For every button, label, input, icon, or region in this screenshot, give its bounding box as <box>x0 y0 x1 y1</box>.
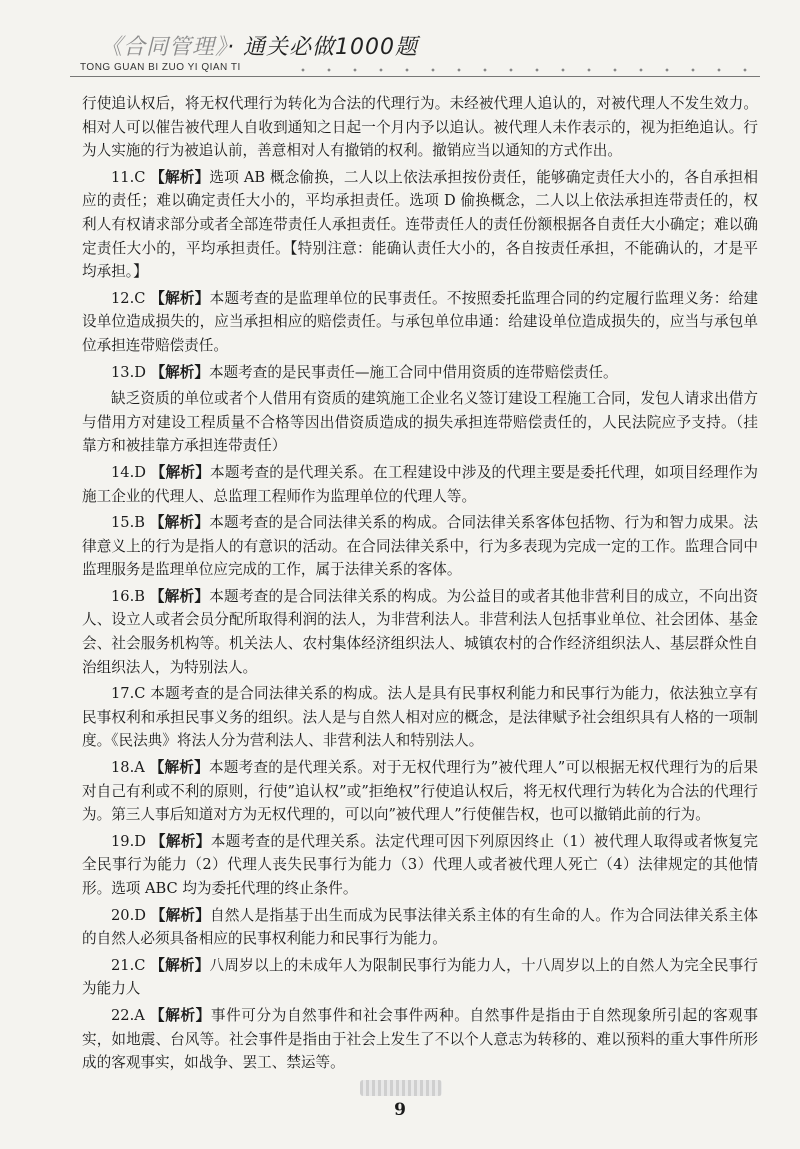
answer-number: 16.B <box>111 587 150 605</box>
analysis-tag: 【解析】 <box>149 514 210 532</box>
answer-item <box>82 756 758 827</box>
paragraph-text: 行使追认权后，将无权代理行为转化为合法的代理行为。未经被代理人追认的，对被代理人不发生效力。相对人可以催告被代理人自收到通知之日起一个月内予以追认。被代理人未作表示的，视为拒绝追认。行为人实施的行为被追认前，善意相对人有撤销的权利。撤销应当以通知的方式作出。 <box>82 95 758 160</box>
answer-text: 选项 AB 概念偷换，二人以上依法承担按份责任，能够确定责任大小的，各自承担相应的责任；难以确定责任大小的，平均承担责任。选项 D 偷换概念，二人以上依法承担连带责任的，权利人有权请求部分或者全部连带责任人承担责任。连带责任人的责任份额根据各自责任大小确定；难以确定责任大小的，平均承担责任。【特别注意：能确认责任大小的，各自按责任承担，不能确认的，才是平均承担。】 <box>82 168 758 281</box>
answer-text: 本题考查的是代理关系。对于无权代理行为”被代理人”可以根据无权代理行为的后果对自己有利或不利的原则，行使”追认权”或”拒绝权”行使追认权后，将无权代理行为转化为合法的代理行为。第三人事后知道对方为无权代理的，可以向”被代理人”行使催告权，也可以撤销此前的行为。 <box>82 759 758 824</box>
answer-number: 11.C <box>111 168 151 186</box>
answer-text: 本题考查的是合同法律关系的构成。法人是具有民事权利能力和民事行为能力，依法独立享有民事权利和承担民事义务的组织。法人是与自然人相对应的概念，是法律赋予社会组织具有人格的一项制度。《民法典》将法人分为营利法人、非营利法人和特别法人。 <box>82 685 758 750</box>
answer-item <box>82 166 758 284</box>
answer-text: 本题考查的是合同法律关系的构成。为公益目的或者其他非营利目的成立，不向出资人、设立人或者会员分配所取得利润的法人，为非营利法人。非营利法人包括事业单位、社会团体、基金会、社会服务机构等。机关法人、农村集体经济组织法人、城镇农村的合作经济组织法人、基层群众性自治组织法人，为特别法人。 <box>82 587 758 676</box>
answer-item <box>82 954 758 1001</box>
page-footer <box>0 1070 800 1130</box>
answer-item <box>82 585 758 679</box>
answer-number: 21.C <box>111 956 151 974</box>
answer-item-continuation <box>82 387 758 458</box>
analysis-tag: 【解析】 <box>150 289 210 307</box>
analysis-tag: 【解析】 <box>150 1006 211 1024</box>
answer-text: 事件可分为自然事件和社会事件两种。自然事件是指由于自然现象所引起的客观事实，如地震、台风等。社会事件是指由于社会上发生了不以个人意志为转移的、难以预料的重大事件所形成的客观事实，如战争、罢工、禁运等。 <box>82 1006 758 1072</box>
book-subtitle: TONG GUAN BI ZUO YI QIAN TI <box>80 62 241 73</box>
answer-item <box>82 361 758 385</box>
answer-item <box>82 682 758 753</box>
answer-item <box>82 904 758 951</box>
answer-explanations <box>82 92 758 1075</box>
answer-number: 15.B <box>111 514 150 532</box>
header-decoration <box>290 66 750 74</box>
book-title-main: · 通关必做1000题 <box>227 35 418 60</box>
analysis-tag: 【解析】 <box>150 168 210 186</box>
answer-number: 17.C <box>111 685 151 703</box>
answer-text: 缺乏资质的单位或者个人借用有资质的建筑施工企业名义签订建设工程施工合同，发包人请求出借方与借用方对建设工程质量不合格等因出借资质造成的损失承担连带赔偿责任的，人民法院应予支持。（挂靠方和被挂靠方承担连带责任） <box>82 390 758 455</box>
answer-text: 本题考查的是代理关系。法定代理可因下列原因终止（1）被代理人取得或者恢复完全民事行为能力（2）代理人丧失民事行为能力（3）代理人或者被代理人死亡（4）法律规定的其他情形。选项 ABC 均为委托代理的终止条件。 <box>82 832 758 897</box>
analysis-tag: 【解析】 <box>150 363 209 381</box>
book-title <box>100 30 418 61</box>
analysis-tag: 【解析】 <box>150 956 210 974</box>
analysis-tag: 【解析】 <box>150 832 211 850</box>
answer-number: 12.C <box>111 289 151 307</box>
answer-text: 本题考查的是合同法律关系的构成。合同法律关系客体包括物、行为和智力成果。法律意义上的行为是指人的有意识的活动。在合同法律关系中，行为多表现为完成一定的工作。监理合同中监理服务是监理单位应完成的工作，属于法律关系的客体。 <box>82 514 758 579</box>
answer-item <box>82 830 758 901</box>
answer-number: 22.A <box>111 1006 151 1024</box>
answer-text: 自然人是指基于出生而成为民事法律关系主体的有生命的人。作为合同法律关系主体的自然人必须具备相应的民事权利能力和民事行为能力。 <box>82 906 758 948</box>
header-divider <box>70 76 760 77</box>
book-title-prefix: 《合同管理》 <box>100 35 228 60</box>
answer-item <box>82 511 758 582</box>
answer-text: 本题考查的是代理关系。在工程建设中涉及的代理主要是委托代理，如项目经理作为施工企业的代理人、总监理工程师作为监理单位的代理人等。 <box>82 463 758 505</box>
answer-text: 八周岁以上的未成年人为限制民事行为能力人，十八周岁以上的自然人为完全民事行为能力人 <box>82 956 758 998</box>
answer-number: 19.D <box>111 832 151 850</box>
answer-text: 本题考查的是民事责任—施工合同中借用资质的连带赔偿责任。 <box>208 363 618 381</box>
footer-decoration <box>360 1080 442 1096</box>
answer-item <box>82 1004 758 1075</box>
page-header <box>0 0 800 92</box>
analysis-tag: 【解析】 <box>149 759 209 777</box>
page-number: 9 <box>394 1100 406 1120</box>
paragraph-continuation <box>82 92 758 163</box>
answer-text: 本题考查的是监理单位的民事责任。不按照委托监理合同的约定履行监理义务：给建设单位造成损失的，应当承担相应的赔偿责任。与承包单位串通：给建设单位造成损失的，应当与承包单位承担连带赔偿责任。 <box>82 289 758 354</box>
answer-number: 14.D <box>111 463 151 481</box>
answer-item <box>82 287 758 358</box>
answer-item <box>82 461 758 508</box>
analysis-tag: 【解析】 <box>150 906 211 924</box>
analysis-tag: 【解析】 <box>149 587 210 605</box>
answer-number: 18.A <box>111 759 150 777</box>
answer-number: 20.D <box>111 906 151 924</box>
analysis-tag: 【解析】 <box>150 463 211 481</box>
answer-number: 13.D <box>111 363 151 381</box>
